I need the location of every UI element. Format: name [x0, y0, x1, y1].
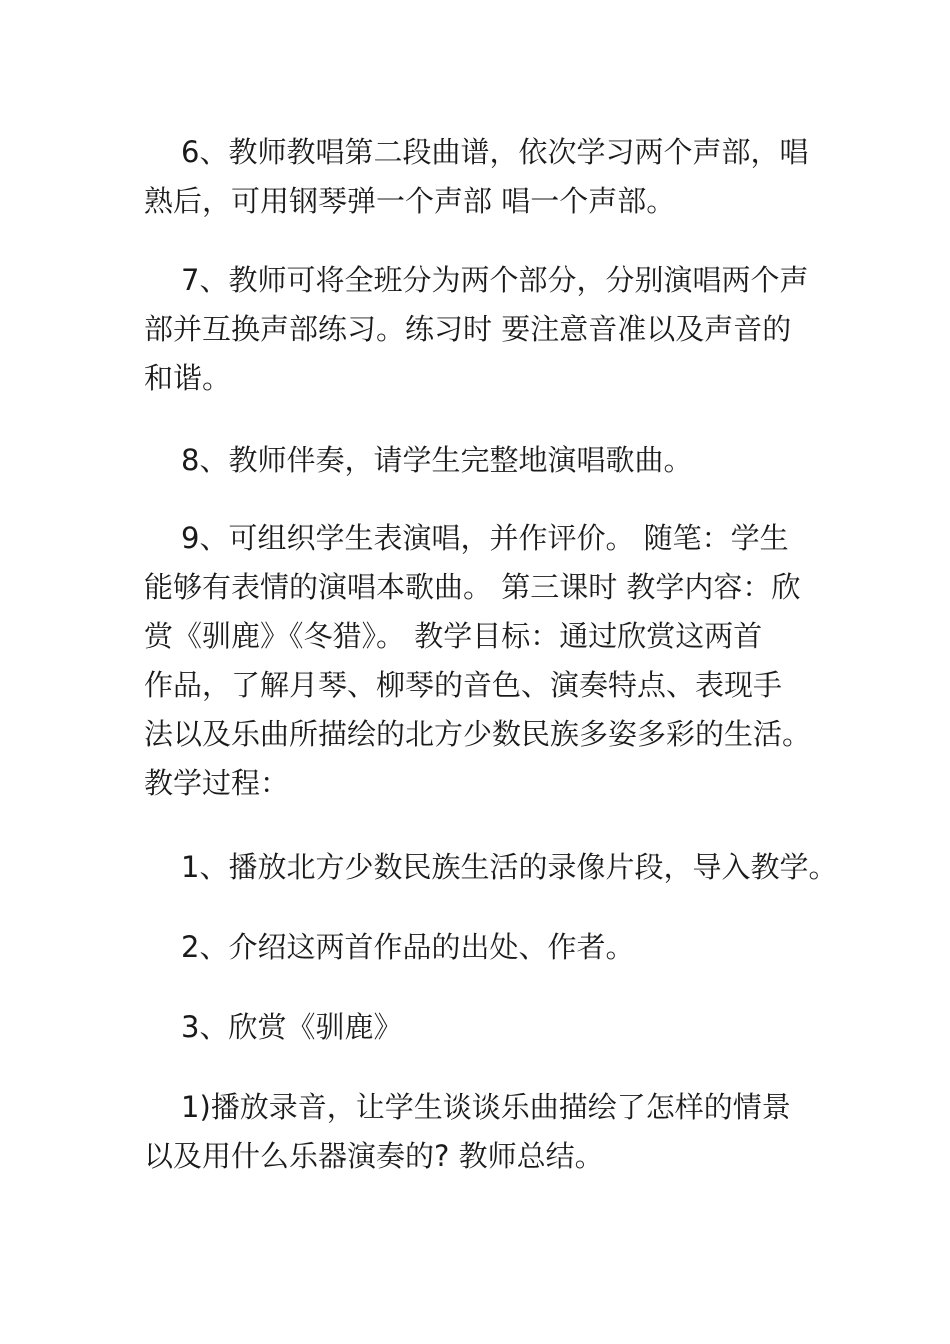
- text-line: 部并互换声部练习。练习时 要注意音准以及声音的: [144, 312, 792, 346]
- paragraph-step-9: [144, 514, 834, 808]
- paragraph-step-7: [144, 256, 834, 403]
- text-line: 9、可组织学生表演唱，并作评价。 随笔：学生: [181, 521, 789, 555]
- text-line: 教学过程：: [144, 766, 290, 800]
- paragraph-step-8: [144, 436, 834, 485]
- text-line: 法以及乐曲所描绘的北方少数民族多姿多彩的生活。: [144, 717, 812, 751]
- text-line: 以及用什么乐器演奏的? 教师总结。: [144, 1139, 604, 1173]
- text-line: 赏《驯鹿》《冬猎》。 教学目标：通过欣赏这两首: [144, 619, 763, 653]
- paragraph-process-3: [144, 1003, 834, 1052]
- text-line: 2、介绍这两首作品的出处、作者。: [181, 930, 635, 964]
- paragraph-process-2: [144, 923, 834, 972]
- text-line: 3、欣赏《驯鹿》: [181, 1010, 403, 1044]
- text-line: 1、播放北方少数民族生活的录像片段，导入教学。: [181, 850, 838, 884]
- text-line: 熟后，可用钢琴弹一个声部 唱一个声部。: [144, 184, 676, 218]
- text-line: 作品，了解月琴、柳琴的音色、演奏特点、表现手: [144, 668, 783, 702]
- text-line: 1)播放录音，让学生谈谈乐曲描绘了怎样的情景: [181, 1090, 791, 1124]
- text-line: 6、教师教唱第二段曲谱，依次学习两个声部，唱: [181, 135, 809, 169]
- text-line: 能够有表情的演唱本歌曲。 第三课时 教学内容：欣: [144, 570, 801, 604]
- text-line: 8、教师伴奏，请学生完整地演唱歌曲。: [181, 443, 693, 477]
- text-line: 和谐。: [144, 361, 232, 395]
- paragraph-process-3-1: [144, 1083, 834, 1181]
- paragraph-step-6: [144, 128, 834, 226]
- paragraph-process-1: [144, 843, 838, 892]
- text-line: 7、教师可将全班分为两个部分，分别演唱两个声: [181, 263, 809, 297]
